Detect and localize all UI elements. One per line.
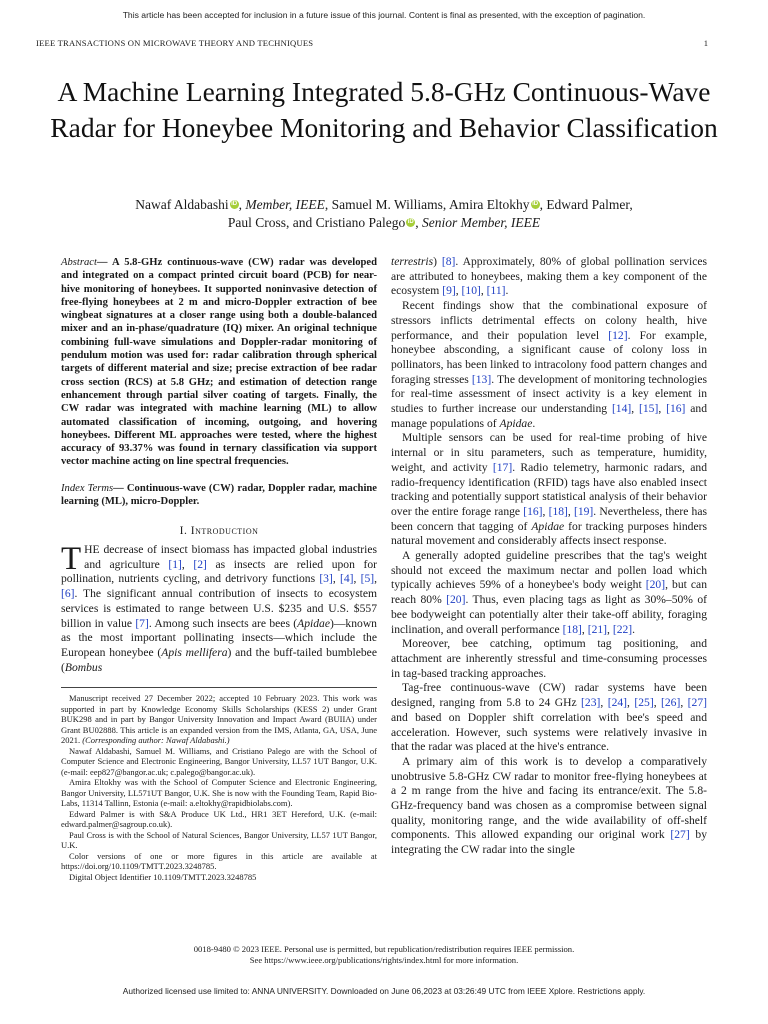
paragraph: Moreover, bee catching, optimum tag positioning, and attachment are inherently stressful and time-consuming processes in tag-based tracking approaches. — [391, 637, 707, 680]
right-column-text — [391, 255, 707, 858]
paragraph: Recent findings show that the combinational exposure of stressors inflicts detrimental effects on colony health, hive performance, and their population level [12]. For example, honeybee absconding, a significant cause of colony loss in pollinators, has been linked to intracolony food pattern changes and foraging stresses [13]. The development of monitoring technologies for real-time assessment of insect activity is a key element in studies to further increase our understanding [14], [15], [16] and manage populations of Apidae. — [391, 299, 708, 430]
introduction-text — [61, 543, 377, 675]
section-heading-introduction: I. Introduction — [179, 524, 259, 537]
citation-link[interactable]: [18] — [562, 622, 582, 636]
author-role: Member, IEEE — [245, 197, 325, 212]
abstract: Abstract— A 5.8-GHz continuous-wave (CW) radar was developed and integrated on a compact printed circuit board (PCB) for near-hive monitoring of honeybees. It supported noninvasive detection of free-flying honeybees at 2 m and micro-Doppler extraction of bee wingbeat signatures at a closer range using both a double-balanced mixer and an in-phase/quadrature (IQ) mixer. An original technique combining full-wave simulations and Doppler-radar monitoring of pendulum motion was used for: radar calibration through spherical targets of different material and size; precise extraction of bee radar cross section (RCS) at 5.8 GHz; and estimation of detection range enhancement through partial silver coating of targets. Finally, the CW radar was integrated with machine learning (ML) to allow automated classification of incoming, outgoing, and hovering honeybees. Different ML approaches were tested, where the highest accuracy of 93.37% was found in ternary classification via support vector machine acting on line spectral frequencies. — [61, 257, 377, 468]
top-notice: This article has been accepted for inclusion in a future issue of this journal. Content is final as presented, with the exception of pagination. — [122, 10, 646, 20]
citation-link[interactable]: [11] — [486, 284, 506, 298]
author-name: Paul Cross — [227, 215, 287, 230]
footnote-color-versions: Color versions of one or more figures in this article are available at https://doi.org/10.1109/TMTT.2023.3248785. — [61, 850, 377, 871]
orcid-icon[interactable]: iD — [407, 219, 414, 225]
index-terms-text: Continuous-wave (CW) radar, Doppler radar, machine learning (ML), micro-Doppler. — [61, 483, 377, 508]
footnotes — [61, 693, 377, 882]
citation-link[interactable]: [5] — [360, 572, 375, 586]
rights-link[interactable]: See https://www.ieee.org/publications/rights/index.html for more information. — [249, 955, 519, 965]
author-role: Senior Member, IEEE — [422, 215, 541, 230]
paragraph: terrestris) [8]. Approximately, 80% of global pollination services are attributed to honeybees, making them a key component of the ecosystem [9], [10], [11]. — [391, 255, 708, 298]
citation-link[interactable]: [1] — [168, 557, 182, 571]
license-notice: Authorized licensed use limited to: ANNA UNIVERSITY. Downloaded on June 06,2023 at 03:26:49 UTC from IEEE Xplore. Restrictions apply. — [122, 986, 646, 996]
citation-link[interactable]: [20] — [645, 578, 666, 592]
citation-link[interactable]: [12] — [608, 328, 628, 342]
citation-link[interactable]: [7] — [135, 616, 149, 630]
footnote-affiliation: Nawaf Aldabashi, Samuel M. Williams, and Cristiano Palego are with the School of Computer Science and Electronic Engineering, Bangor University, LL57 1UT Bangor, U.K. (e-mail: eep827@bangor.ac.uk; c.palego@bangor.ac.uk). — [61, 745, 377, 777]
orcid-icon[interactable]: iD — [231, 201, 238, 207]
page-number: 1 — [703, 38, 708, 48]
abstract-label: Abstract — [61, 257, 97, 268]
citation-link[interactable]: [19] — [573, 504, 594, 518]
citation-link[interactable]: [17] — [492, 460, 513, 474]
author-name: Nawaf Aldabashi — [135, 197, 229, 212]
paragraph: Multiple sensors can be used for real-time probing of hive internal or in situ parameters, such as temperature, humidity, weight, and activity [17]. Radio telemetry, harmonic radars, and radio-frequency identification (RFID) tags have also enabled insect tracking and potentially support statistical analysis of their behavior over the entire forage range [16], [18], [19]. Nevertheless, there has been concern that tagging of Apidae for tracking purposes hinders natural movement and considerably affects insect response. — [391, 431, 708, 548]
citation-link[interactable]: [21] — [587, 622, 608, 636]
citation-link[interactable]: [13] — [471, 372, 492, 386]
paragraph: A generally adopted guideline prescribes that the tag's weight should not exceed the maximum nectar and pollen load which typically achieves 59% of a honeybee's body weight [20], but can reach 80% [20]. Thus, even placing tags as light as 30%–50% of bee bodyweight can potentially alter their take-off ability, foraging inclination, and overall performance [18], [21], [22]. — [391, 549, 707, 636]
index-terms: Index Terms— Continuous-wave (CW) radar, Doppler radar, machine learning (ML), micro-Doppler. — [61, 483, 377, 508]
author-name: Edward Palmer — [546, 197, 630, 212]
paragraph: A primary aim of this work is to develop a comparatively unobtrusive 5.8-GHz CW radar to monitor free-flying honeybees at a 2 m range from the hive and facing its entrance/exit. The 5.8-GHz-frequency band was chosen as a compromise between signal quality, monitoring range, and the wide availability of off-shelf components. This allowed expanding our original work [27] by integrating the CW radar into the single — [391, 754, 707, 857]
journal-name: IEEE TRANSACTIONS ON MICROWAVE THEORY AND TECHNIQUES — [36, 38, 314, 48]
citation-link[interactable]: [18] — [548, 504, 568, 518]
citation-link[interactable]: [15] — [639, 402, 659, 416]
citation-link[interactable]: [4] — [339, 572, 354, 586]
orcid-icon[interactable]: iD — [532, 201, 539, 207]
citation-link[interactable]: [3] — [319, 572, 333, 586]
author-list: Nawaf Aldabashi iD , Member, IEEE, Samuel M. Williams, Amira Eltokhy iD , Edward Palmer, Paul Cross, and Cristiano Palego iD , Senior Member, IEEE — [135, 197, 633, 230]
citation-link[interactable]: [25] — [634, 696, 654, 710]
abstract-text: A 5.8-GHz continuous-wave (CW) radar was developed and integrated on a compact printed circuit board (PCB) for near-hive monitoring of honeybees. It supported noninvasive detection of free-flying honeybees at 2 m and micro-Doppler extraction of bee wingbeat signatures at a closer range using both a double-balanced mixer and an in-phase/quadrature (IQ) mixer. An original technique combining full-wave simulations and Doppler-radar monitoring of pendulum motion was used for: radar calibration through spherical targets of different material and size; precise extraction of bee radar cross section (RCS) at 5.8 GHz; and estimation of detection range enhancement through partial silver coating of targets. Finally, the CW radar was integrated with machine learning (ML) to allow automated classification of incoming, outgoing, and hovering honeybees. Different ML approaches were tested, where the highest accuracy of 93.37% was found in ternary classification via support vector machine acting on line spectral frequencies. — [61, 257, 377, 468]
footnote-affiliation: Amira Eltokhy was with the School of Computer Science and Electronic Engineering, Bangor University, LL571UT Bangor, U.K. She is now with the Founding Team, Rapid Bio-Labs, 11314 Tallinn, Estonia (e-mail: a.eltokhy@rapidbiolabs.com). — [61, 777, 377, 808]
citation-link[interactable]: [23] — [581, 696, 601, 710]
citation-link[interactable]: [16] — [666, 402, 686, 416]
citation-link[interactable]: [10] — [461, 284, 481, 298]
citation-link[interactable]: [8] — [441, 255, 456, 268]
paper-title: A Machine Learning Integrated 5.8-GHz Continuous-Wave Radar for Honeybee Monitoring and Behavior Classification — [50, 76, 718, 143]
author-name: Cristiano Palego — [315, 215, 406, 230]
author-name: Amira Eltokhy — [448, 197, 530, 212]
citation-link[interactable]: [9] — [442, 284, 456, 298]
citation-link[interactable]: [26] — [661, 696, 681, 710]
author-name: Samuel M. Williams — [331, 197, 443, 212]
drop-cap: T — [61, 541, 82, 577]
citation-link[interactable]: [20] — [446, 593, 466, 607]
citation-link[interactable]: [22] — [612, 622, 633, 636]
citation-link[interactable]: [6] — [61, 587, 75, 601]
copyright-line: 0018-9480 © 2023 IEEE. Personal use is permitted, but republication/redistribution requires IEEE permission. — [193, 944, 575, 954]
footnote-doi: Digital Object Identifier 10.1109/TMTT.2023.3248785 — [69, 871, 257, 882]
citation-link[interactable]: [2] — [193, 557, 207, 571]
citation-link[interactable]: [27] — [687, 696, 707, 710]
citation-link[interactable]: [14] — [611, 402, 632, 416]
paragraph: Tag-free continuous-wave (CW) radar systems have been designed, ranging from 5.8 to 24 GHz [23], [24], [25], [26], [27] and based on Doppler shift correlation with bee's speed and acceleration. However, such systems were relatively invasive in that the radar was placed at the hive's entrance. — [391, 681, 707, 754]
citation-link[interactable]: [24] — [607, 696, 628, 710]
index-terms-label: Index Terms — [61, 483, 114, 494]
footnote-affiliation: Paul Cross is with the School of Natural Sciences, Bangor University, LL57 1UT Bangor, U.K. — [61, 829, 377, 850]
footnote-affiliation: Edward Palmer is with S&A Produce UK Ltd., HR1 3ET Hereford, U.K. (e-mail: edward.palmer@sagroup.co.uk). — [61, 808, 377, 829]
paragraph: THE decrease of insect biomass has impacted global industries and agriculture [1], [2] as insects are relied upon for pollination, nutrients cycling, and detrivory functions [3], [4], [5], [6]. The significant annual contribution of insects to ecosystem services is estimated to range between U.S. $235 and U.S. $557 billion in value [7]. Among such insects are bees (Apidae)—known as the most important pollinating insects—which include the European honeybee (Apis mellifera) and the buff-tailed bumblebee (Bombus — [61, 541, 378, 674]
citation-link[interactable]: [27] — [670, 828, 690, 842]
copyright-notice — [0, 944, 768, 966]
citation-link[interactable]: [16] — [523, 504, 543, 518]
footnote-divider — [61, 687, 377, 688]
footnote-manuscript: Manuscript received 27 December 2022; accepted 10 February 2023. This work was supported in part by Knowledge Economy Skills Scholarships (KESS 2) under Grant BUK298 and in part by Bangor University Innovation and Impact Award (BUIIA) under Grant BU02888. This article is an expanded version from the IMS, Atlanta, GA, USA, June 2021. (Corresponding author: Nawaf Aldabashi.) — [61, 693, 377, 745]
